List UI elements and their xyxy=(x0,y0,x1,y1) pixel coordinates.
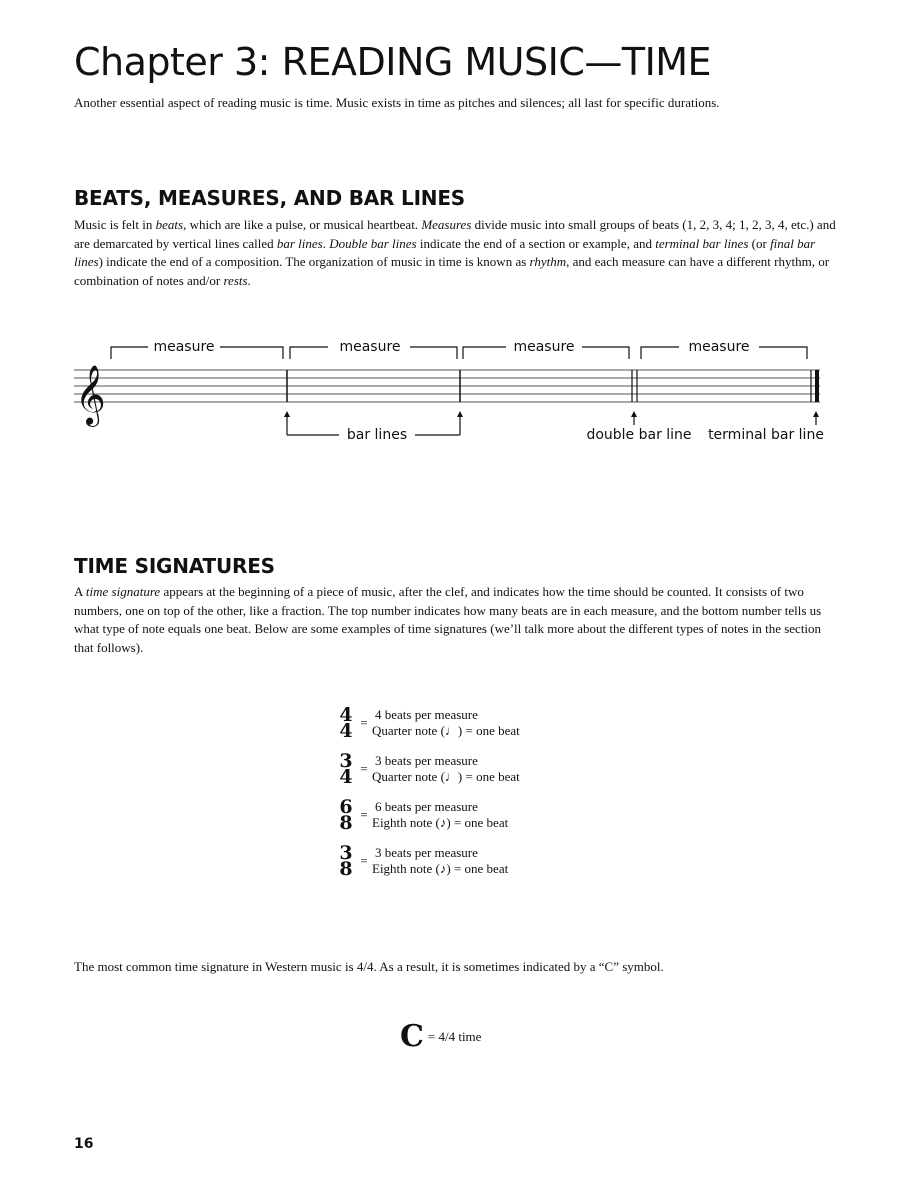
time-signature-row xyxy=(336,792,636,838)
bar-lines-arrow-right xyxy=(457,411,463,435)
ts-bottom: 8 xyxy=(339,812,353,834)
time-signature-glyph xyxy=(336,750,356,788)
beats-paragraph: Music is felt in beats, which are like a pulse, or musical heartbeat. Measures divide music into small groups of beats (1, 2, 3, 4; 1, 2, 3, 4, etc.) and are demarcated by vertical lines called bar lines. Double bar lines indicate the end of a section or example, and terminal bar lines (or final bar lines) indicate the end of a composition. The organization of music in time is known as rhythm, and each measure can have a different rhythm, or combination of notes and/or rests. xyxy=(74,217,836,288)
time-signature-glyph xyxy=(336,704,356,742)
equals-sign: = xyxy=(360,807,368,822)
measure-label-2: measure xyxy=(339,339,401,355)
terminal-bar-label: terminal bar line xyxy=(708,427,824,443)
time-signature-row xyxy=(336,746,636,792)
common-time-icon: C xyxy=(400,1019,424,1054)
measures-diagram xyxy=(74,335,834,450)
time-signature-examples xyxy=(336,700,636,884)
section-heading-time-signatures: TIME SIGNATURES xyxy=(74,554,275,578)
intro-paragraph: Another essential aspect of reading music is time. Music exists in time as pitches and silences; all last for specific durations. xyxy=(74,95,720,110)
time-signature-description xyxy=(372,753,520,785)
double-bar-label: double bar line xyxy=(586,427,692,443)
page-number: 16 xyxy=(74,1136,94,1152)
staff-lines xyxy=(74,370,820,402)
ts-top: 6 xyxy=(339,796,353,818)
note-value: Eighth note (♪) = one beat xyxy=(372,861,509,876)
time-signature-description xyxy=(372,707,520,739)
time-signature-glyph xyxy=(336,796,356,834)
equals-sign: = xyxy=(360,853,368,868)
double-bar-arrow xyxy=(631,411,637,425)
terminal-bar-arrow xyxy=(813,411,819,425)
common-time-paragraph: The most common time signature in Western music is 4/4. As a result, it is sometimes indicated by a “C” symbol. xyxy=(74,959,664,974)
section-heading-beats: BEATS, MEASURES, AND BAR LINES xyxy=(74,186,466,210)
beats-per-measure: 3 beats per measure xyxy=(375,753,478,768)
time-signature-row xyxy=(336,838,636,884)
time-signatures-paragraph: A time signature appears at the beginning of a piece of music, after the clef, and indicates how the time should be counted. It consists of two numbers, one on top of the other, like a fraction. The top number indicates how many beats are in each measure, and the bottom number tells us what type of note equals one beat. Below are some examples of time signatures (we’ll talk more about the different types of notes in the section that follows). xyxy=(74,584,822,655)
beats-per-measure: 6 beats per measure xyxy=(375,799,478,814)
measure-label-1: measure xyxy=(153,339,215,355)
ts-top: 3 xyxy=(339,842,353,864)
time-signature-glyph xyxy=(336,842,356,880)
common-time-example xyxy=(400,1019,482,1054)
note-value: Quarter note (♩) = one beat xyxy=(372,723,520,738)
note-value: Eighth note (♪) = one beat xyxy=(372,815,509,830)
ts-bottom: 4 xyxy=(339,720,353,742)
chapter-title: Chapter 3: READING MUSIC—TIME xyxy=(74,40,712,84)
measure-label-4: measure xyxy=(688,339,750,355)
equals-sign: = xyxy=(360,761,368,776)
beats-per-measure: 4 beats per measure xyxy=(375,707,478,722)
equals-sign: = xyxy=(360,715,368,730)
beats-per-measure: 3 beats per measure xyxy=(375,845,478,860)
treble-clef-icon: 𝄞 xyxy=(75,365,106,425)
ts-bottom: 8 xyxy=(339,858,353,880)
time-signature-row xyxy=(336,700,636,746)
measure-label-3: measure xyxy=(513,339,575,355)
bar-lines-label: bar lines xyxy=(346,427,408,443)
note-value: Quarter note (♩) = one beat xyxy=(372,769,520,784)
ts-top: 4 xyxy=(339,704,353,726)
time-signature-description xyxy=(372,799,508,831)
time-signature-description xyxy=(372,845,508,877)
common-time-label: = 4/4 time xyxy=(427,1029,482,1044)
bar-lines-arrow-left xyxy=(284,411,290,435)
ts-top: 3 xyxy=(339,750,353,772)
ts-bottom: 4 xyxy=(339,766,353,788)
